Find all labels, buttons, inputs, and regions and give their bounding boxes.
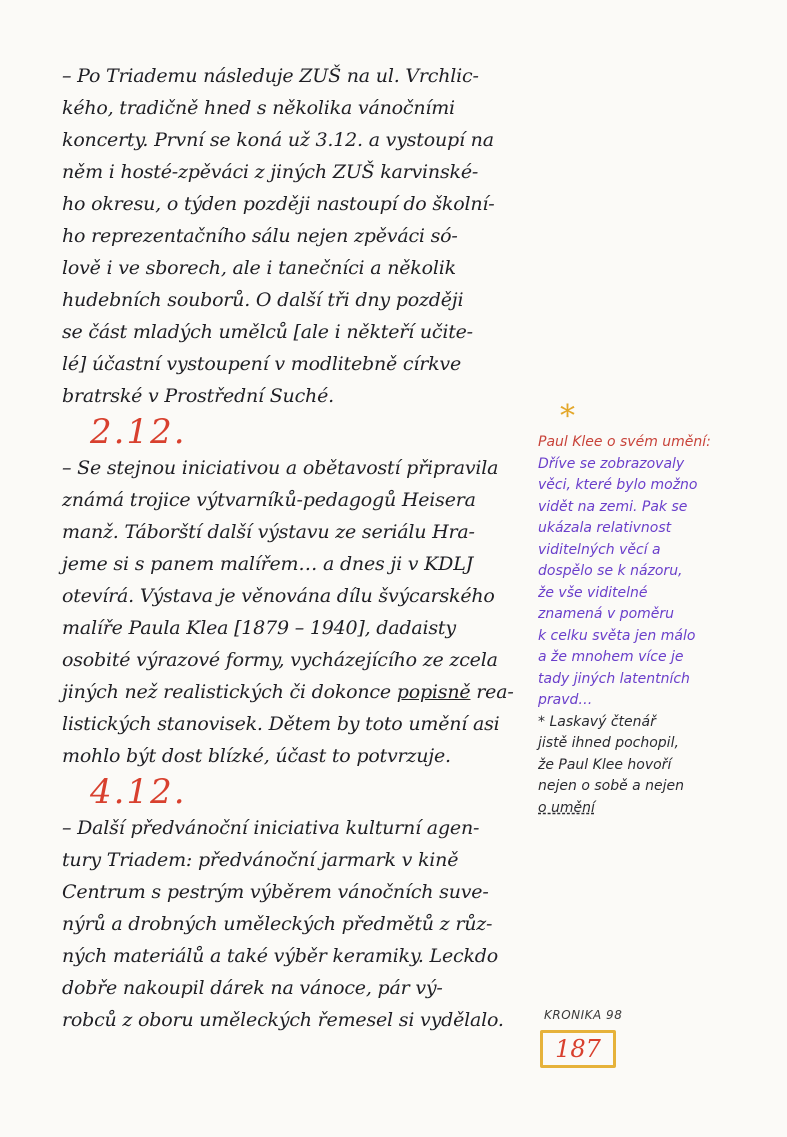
quote-line: a že mnohem více je xyxy=(538,649,684,665)
quote-line: věci, které bylo možno xyxy=(538,477,698,493)
text-line: tury Triadem: předvánoční jarmark v kině xyxy=(62,849,459,871)
text-line: lově i ve sborech, ale i tanečníci a několik xyxy=(62,257,456,279)
note-line: jistě ihned pochopil, xyxy=(538,735,679,751)
text-line: ných materiálů a také výběr keramiky. Leckdo xyxy=(62,945,498,967)
text-line: dobře nakoupil dárek na vánoce, pár vý- xyxy=(62,977,443,999)
text-line: se část mladých umělců [ale i někteří učite- xyxy=(62,321,473,343)
text-fragment: rea- xyxy=(470,681,514,703)
quote-line: znamená v poměru xyxy=(538,606,675,622)
text-line: známá trojice výtvarníků-pedagogů Heisera xyxy=(62,489,476,511)
text-line: ho reprezentačního sálu nejen zpěváci só- xyxy=(62,225,458,247)
quote-line: Dříve se zobrazovaly xyxy=(538,455,685,472)
note-line: * Laskavý čtenář xyxy=(538,713,656,730)
note-line: nejen o sobě a nejen xyxy=(538,778,685,794)
page-number: 187 xyxy=(540,1030,616,1068)
asterisk-icon: * xyxy=(560,399,575,434)
quote-line: dospělo se k názoru, xyxy=(538,563,683,579)
note-line: že Paul Klee hovoří xyxy=(538,756,672,773)
main-column xyxy=(62,60,540,1036)
text-fragment: jiných než realistických či dokonce xyxy=(62,681,397,703)
date-heading: 4.12. xyxy=(90,772,187,812)
quote-line: ukázala relativnost xyxy=(538,520,672,536)
text-line: jeme si s panem malířem… a dnes ji v KDLJ xyxy=(62,553,474,575)
klee-quote xyxy=(538,454,778,712)
text-line: – Po Triademu následuje ZUŠ na ul. Vrchlic- xyxy=(62,65,479,87)
text-line xyxy=(62,676,540,708)
text-line: manž. Táborští další výstavu ze seriálu Hra- xyxy=(62,521,475,543)
text-line: nýrů a drobných uměleckých předmětů z růz- xyxy=(62,913,493,935)
text-line: něm i hosté-zpěváci z jiných ZUŠ karvinské- xyxy=(62,161,479,183)
text-line: ho okresu, o týden později nastoupí do školní- xyxy=(62,193,495,215)
text-line: Centrum s pestrým výběrem vánočních suve- xyxy=(62,881,489,903)
quote-line: že vše viditelné xyxy=(538,584,648,601)
reader-note xyxy=(538,712,778,820)
paragraph-christmas-fair xyxy=(62,812,540,1036)
quote-line: pravd… xyxy=(538,692,593,708)
paragraph-klee-exhibition xyxy=(62,452,540,772)
paragraph-zus-concerts xyxy=(62,60,540,412)
text-line: lé] účastní vystoupení v modlitebně církve xyxy=(62,353,462,375)
text-line: – Se stejnou iniciativou a obětavostí připravila xyxy=(62,457,499,479)
text-line: malíře Paula Klea [1879 – 1940], dadaisty xyxy=(62,617,456,639)
quote-line: k celku světa jen málo xyxy=(538,627,696,644)
text-line: kého, tradičně hned s několika vánočními xyxy=(62,97,455,119)
quote-line: viditelných věcí a xyxy=(538,541,661,558)
margin-note xyxy=(538,399,778,819)
text-line: listických stanovisek. Dětem by toto umění asi xyxy=(62,713,500,735)
text-line: koncerty. První se koná už 3.12. a vystoupí na xyxy=(62,129,494,151)
text-line: osobité výrazové formy, vycházejícího ze zcela xyxy=(62,649,498,671)
quote-line: tady jiných latentních xyxy=(538,670,690,687)
date-heading: 2.12. xyxy=(90,412,187,452)
text-line: hudebních souborů. O další tři dny později xyxy=(62,289,464,311)
text-line: otevírá. Výstava je věnována dílu švýcarského xyxy=(62,585,495,607)
note-line: o umění xyxy=(538,799,595,816)
quote-line: vidět na zemi. Pak se xyxy=(538,498,688,515)
text-line: mohlo být dost blízké, účast to potvrzuje. xyxy=(62,745,451,767)
quote-author: Paul Klee o svém umění: xyxy=(538,434,711,450)
text-line: bratrské v Prostřední Suché. xyxy=(62,385,334,407)
chronicle-stamp: KRONIKA 98 xyxy=(544,1008,623,1022)
underlined-word: popisně xyxy=(396,681,471,703)
text-line: – Další předvánoční iniciativa kulturní agen- xyxy=(62,817,480,839)
text-line: robců z oboru uměleckých řemesel si vydělalo. xyxy=(62,1009,504,1031)
